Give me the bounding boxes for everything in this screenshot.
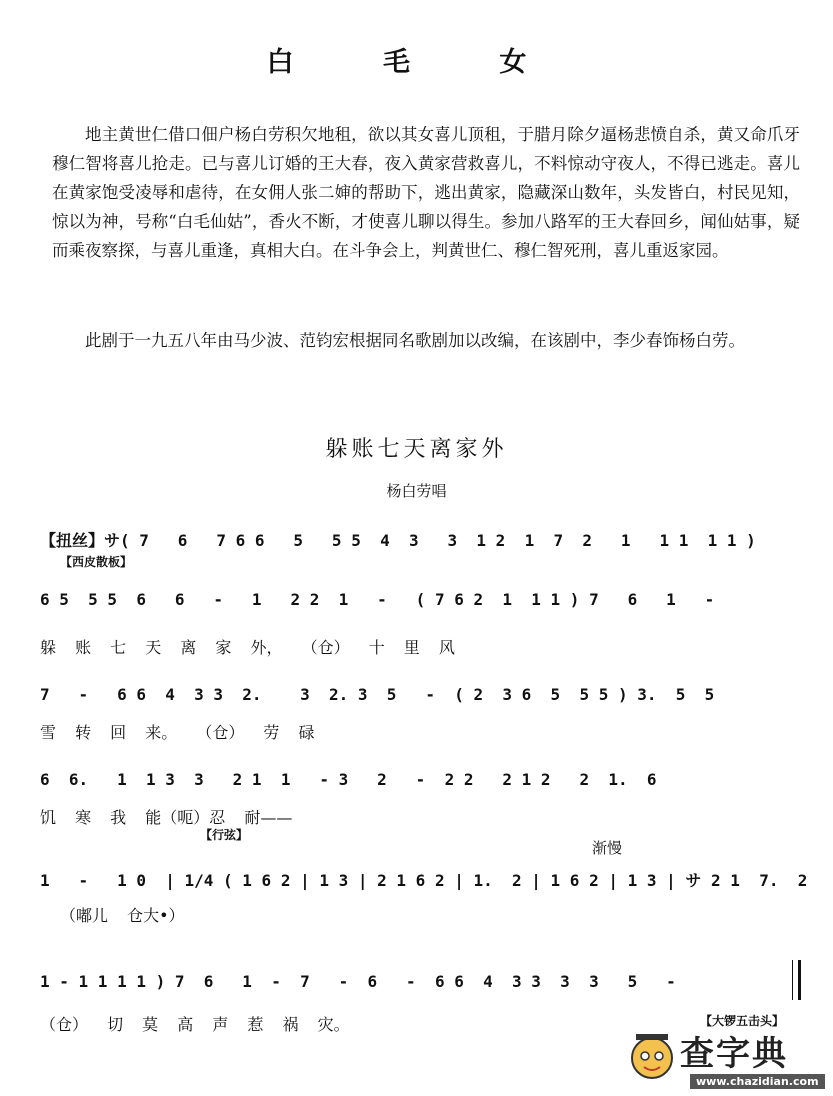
tag-daluo-wujitou: 【大锣五击头】: [700, 1014, 785, 1028]
adaptation-note: [52, 326, 800, 355]
lyrics-line-4: （嘟儿 仓大•）: [60, 906, 185, 925]
lyrics-line-3: 饥 寒 我 能（呃）忍 耐——: [40, 808, 293, 827]
final-barline-thick: [798, 960, 801, 1000]
watermark-name: 查字典: [680, 1034, 788, 1074]
score-row-1: 【扭丝】サ( 7 6 7 6 6 5 5 5 4 3 3 1 2 1 7 2 1 1 1 1 1 ): [40, 531, 756, 550]
lyrics-line-1: 躲 账 七 天 离 家 外， （仓） 十 里 风: [40, 638, 455, 657]
lyrics-line-2: 雪 转 回 来。 （仓） 劳 碌: [40, 723, 315, 742]
tag-xipi-sanban: 【西皮散板】: [60, 555, 133, 569]
score-row-6: 1 - 1 1 1 1 ) 7 6 1 - 7 - 6 - 6 6 4 3 3 3 3 5 -: [40, 972, 676, 991]
watermark-url: www.chazidian.com: [690, 1074, 825, 1089]
lyrics-line-5: （仓） 切 莫 高 声 惹 祸 灾。: [40, 1015, 350, 1034]
score-row-3: 7 - 6 6 4 3 3 2. 3 2. 3 5 - ( 2 3 6 5 5 5 ) 3. 5 5: [40, 685, 715, 704]
tempo-marking: 渐慢: [592, 839, 623, 857]
score-row-5: 1 - 1 0 | 1/4 ( 1 6 2 | 1 3 | 2 1 6 2 | 1. 2 | 1 6 2 | 1 3 | サ 2 1 7. 2: [40, 871, 808, 890]
synopsis-paragraph-2: 此剧于一九五八年由马少波、范钧宏根据同名歌剧加以改编，在该剧中，李少春饰杨白劳。: [85, 331, 745, 350]
page-title: 白 毛 女: [266, 47, 567, 78]
synopsis-paragraph-1: 地主黄世仁借口佃户杨白劳积欠地租，欲以其女喜儿顶租，于腊月除夕逼杨悲愤自杀，黄又命爪牙穆仁智将喜儿抢走。已与喜儿订婚的王大春，夜入黄家营救喜儿，不料惊动守夜人，不得已逃走。喜儿在黄家饱受凌辱和虐待，在女佣人张二婶的帮助下，逃出黄家，隐藏深山数年，头发皆白，村民见知，惊以为神，号称“白毛仙姑”，香火不断，才使喜儿聊以得生。参加八路军的王大春回乡，闻仙姑事，疑而乘夜察探，与喜儿重逢，真相大白。在斗争会上，判黄世仁、穆仁智死刑，喜儿重返家园。: [52, 125, 800, 260]
singer-credit: 杨白劳唱: [386, 482, 447, 500]
score-row-4: 6 6. 1 1 3 3 2 1 1 - 3 2 - 2 2 2 1 2 2 1. 6: [40, 770, 657, 789]
final-barline-thin: [792, 960, 793, 1000]
synopsis: [52, 120, 800, 265]
song-title: 躲账七天离家外: [325, 437, 508, 462]
tag-xingxian: 【行弦】: [200, 828, 249, 842]
score-row-2: 6 5 5 5 6 6 - 1 2 2 1 - ( 7 6 2 1 1 1 ) 7 6 1 -: [40, 590, 715, 609]
